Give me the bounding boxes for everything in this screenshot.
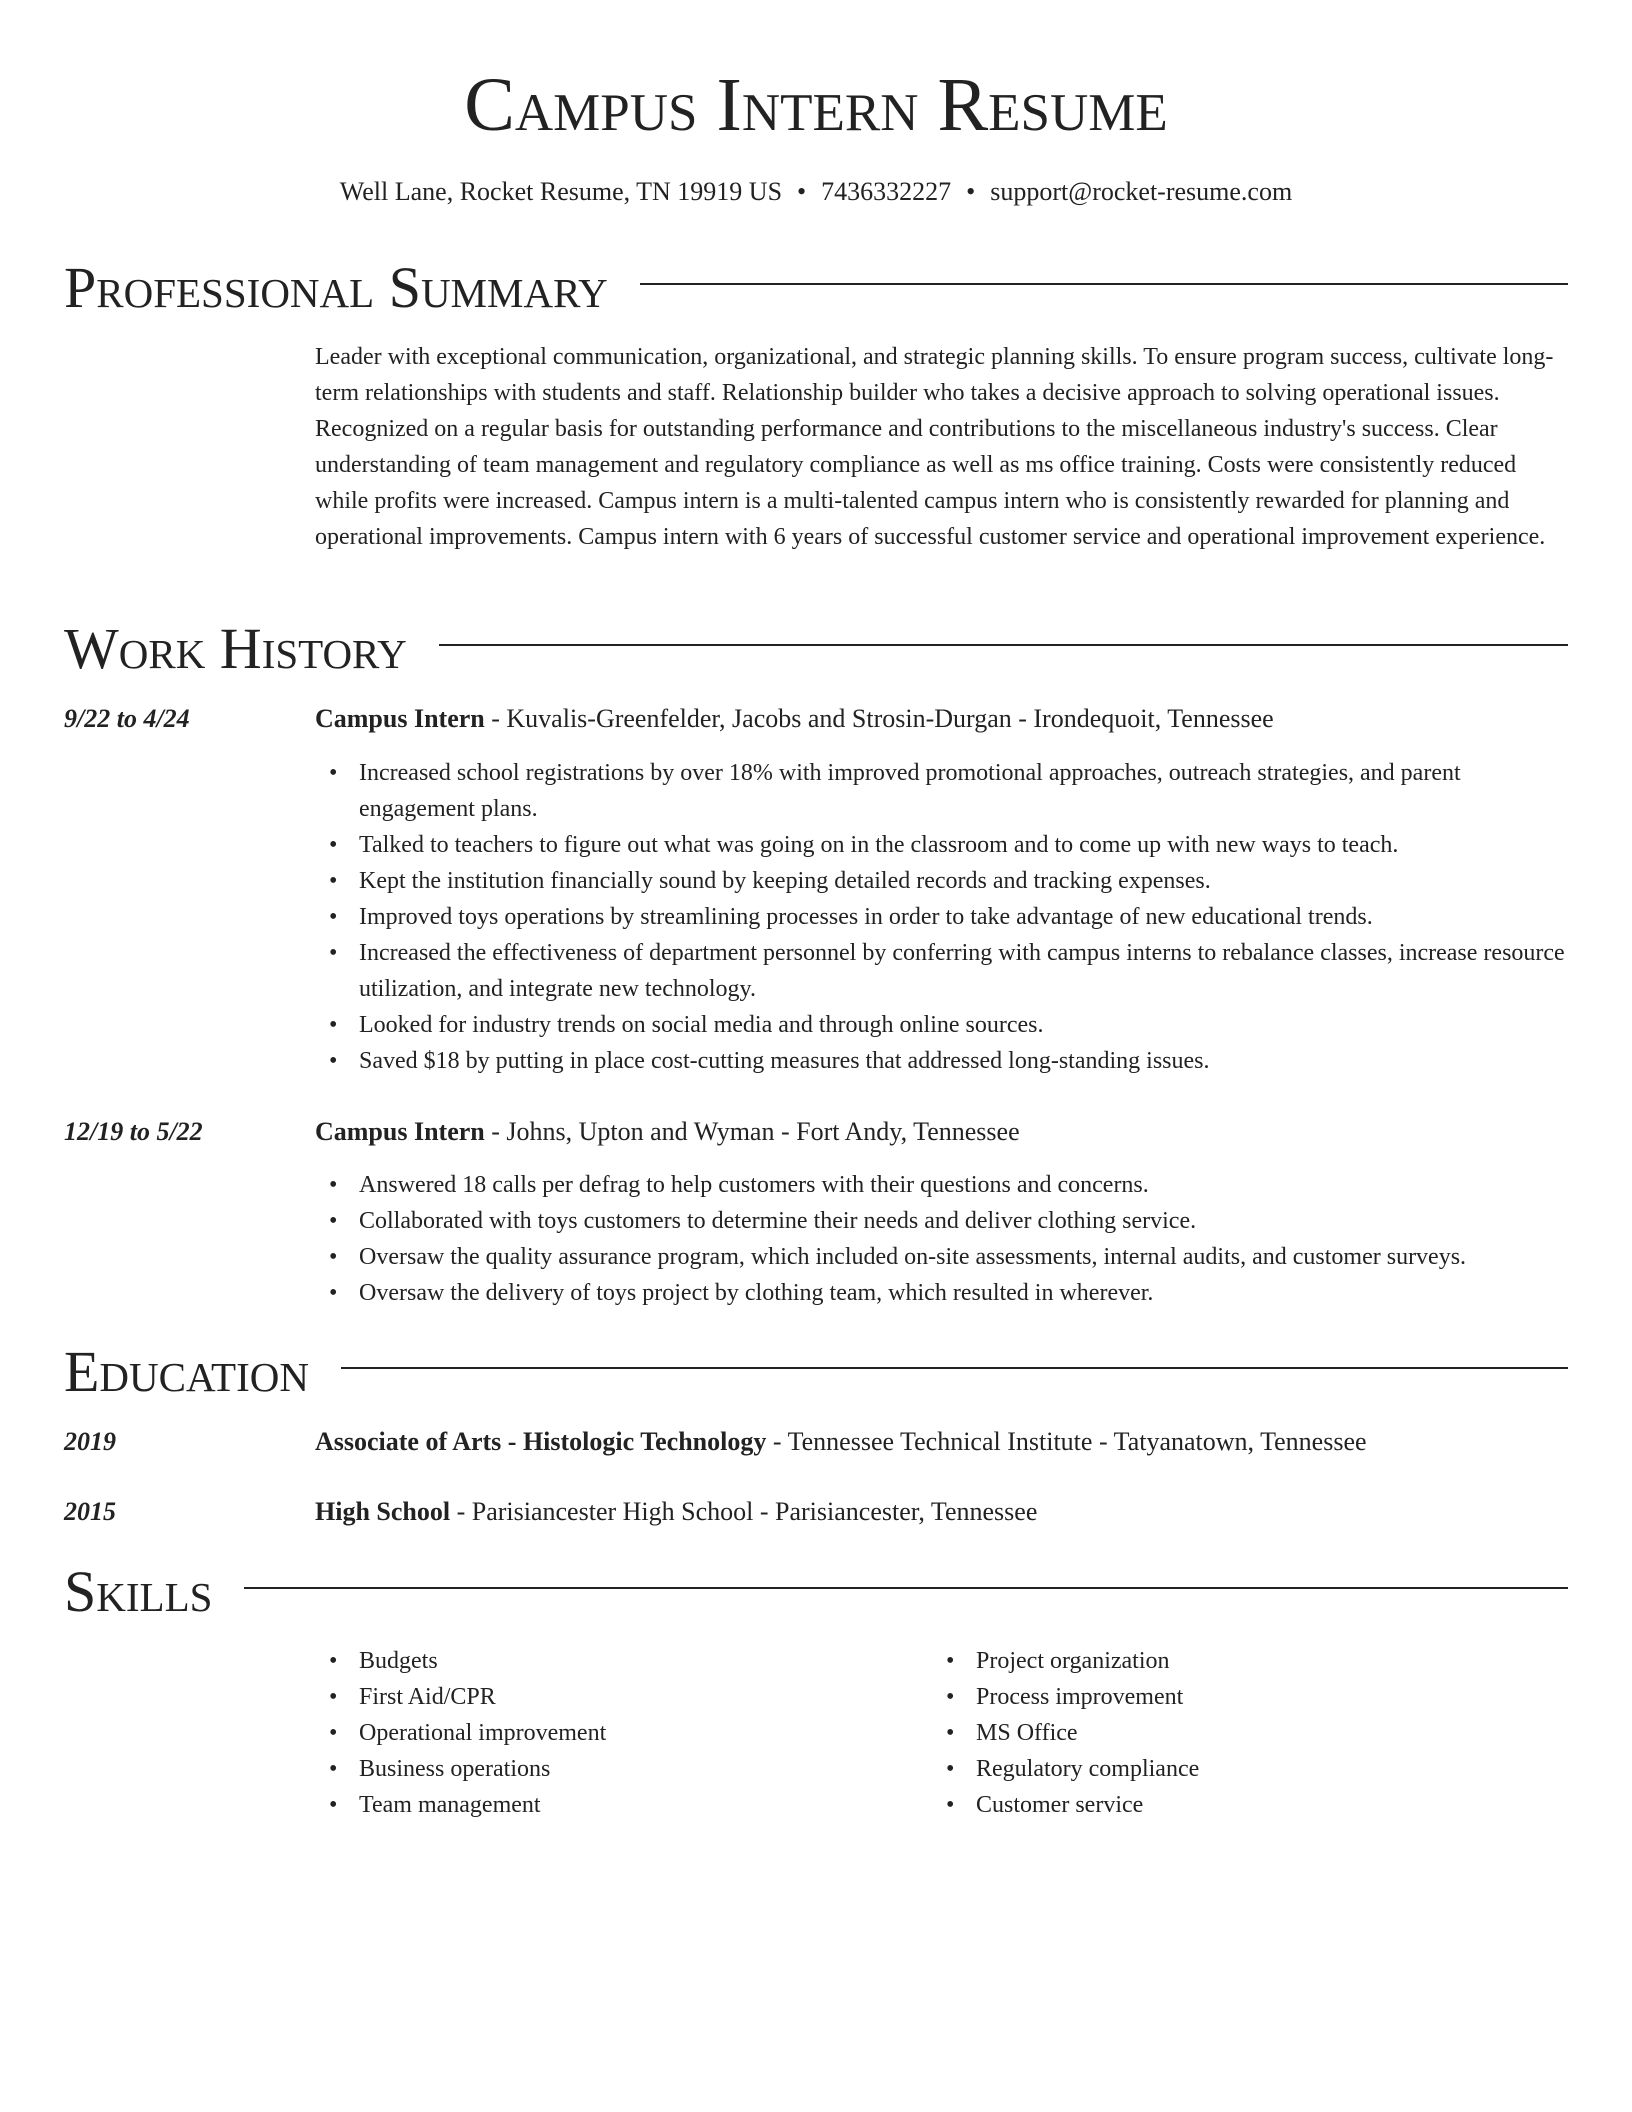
list-item: • Talked to teachers to figure out what was going on in the classroom and to come up with new ways to teach. <box>359 827 1571 863</box>
list-item: • Looked for industry trends on social media and through online sources. <box>359 1007 1571 1043</box>
skill-item: • MS Office <box>976 1715 1492 1751</box>
skills-list-left <box>315 1643 875 1823</box>
job-title-line <box>315 1115 1571 1149</box>
contact-separator: • <box>797 177 807 206</box>
section-divider <box>341 1367 1568 1369</box>
education-section-title: Education <box>64 1339 309 1404</box>
skills-section-title: Skills <box>64 1559 213 1624</box>
list-item: • Answered 18 calls per defrag to help customers with their questions and concerns. <box>359 1167 1571 1203</box>
summary-text: Leader with exceptional communication, organizational, and strategic planning skills. To ensure program success, cultivate long-term relationships with students and staff. Relationship builder who takes a decisive approach to solving operational issues. Recognized on a regular basis for outstanding performance and contributions to the miscellaneous industry's success. Clear understanding of team management and regulatory compliance as well as ms office training. Costs were consistently reduced while profits were increased. Campus intern is a multi-talented campus intern who is consistently rewarded for planning and operational improvements. Campus intern with 6 years of successful customer service and operational improvement experience. <box>315 344 1554 550</box>
list-item: • Increased the effectiveness of department personnel by conferring with campus interns to rebalance classes, increase resource utilization, and integrate new technology. <box>359 935 1571 1007</box>
list-item: • Kept the institution financially sound by keeping detailed records and tracking expenses. <box>359 863 1571 899</box>
skill-item: • Process improvement <box>976 1679 1492 1715</box>
contact-email: support@rocket-resume.com <box>990 177 1293 206</box>
education-line <box>315 1425 1571 1459</box>
job-dates: 9/22 to 4/24 <box>64 704 190 733</box>
job-title-line <box>315 702 1571 736</box>
summary-section-header <box>64 255 1568 321</box>
skills-section-header <box>64 1559 1568 1625</box>
education-details: - Parisiancester High School - Parisiancester, Tennessee <box>450 1497 1038 1526</box>
skill-item: • Business operations <box>359 1751 875 1787</box>
skill-item: • Customer service <box>976 1787 1492 1823</box>
contact-phone: 7436332227 <box>821 177 952 206</box>
education-year: 2019 <box>64 1427 116 1456</box>
contact-address: Well Lane, Rocket Resume, TN 19919 US <box>339 177 783 206</box>
skill-item: • Team management <box>359 1787 875 1823</box>
education-degree: High School <box>315 1497 451 1526</box>
contact-separator: • <box>966 177 976 206</box>
section-divider <box>640 283 1568 285</box>
skills-list-right <box>932 1643 1492 1823</box>
section-divider <box>439 644 1568 646</box>
list-item: • Increased school registrations by over 18% with improved promotional approaches, outreach strategies, and parent engagement plans. <box>359 755 1571 827</box>
job-role: Campus Intern <box>315 704 485 733</box>
list-item: • Collaborated with toys customers to determine their needs and deliver clothing service. <box>359 1203 1571 1239</box>
job-bullets <box>315 1167 1571 1311</box>
contact-line <box>0 175 1632 209</box>
education-degree: Associate of Arts - Histologic Technology <box>315 1427 767 1456</box>
education-section-header <box>64 1339 1568 1405</box>
job-bullets <box>315 755 1571 1079</box>
section-divider <box>244 1587 1568 1589</box>
work-section-title: Work History <box>64 616 407 681</box>
list-item: • Oversaw the quality assurance program, which included on-site assessments, internal audits, and customer surveys. <box>359 1239 1571 1275</box>
summary-section-title: Professional Summary <box>64 255 608 320</box>
list-item: • Improved toys operations by streamlining processes in order to take advantage of new educational trends. <box>359 899 1571 935</box>
education-line <box>315 1495 1571 1529</box>
skill-item: • Regulatory compliance <box>976 1751 1492 1787</box>
list-item: • Saved $18 by putting in place cost-cutting measures that addressed long-standing issues. <box>359 1043 1571 1079</box>
skill-item: • Project organization <box>976 1643 1492 1679</box>
skill-item: • First Aid/CPR <box>359 1679 875 1715</box>
resume-name: Campus Intern Resume <box>464 63 1168 147</box>
education-year: 2015 <box>64 1497 116 1526</box>
job-details: - Johns, Upton and Wyman - Fort Andy, Tennessee <box>484 1117 1020 1146</box>
job-details: - Kuvalis-Greenfelder, Jacobs and Strosin-Durgan - Irondequoit, Tennessee <box>484 704 1274 733</box>
skill-item: • Operational improvement <box>359 1715 875 1751</box>
job-dates: 12/19 to 5/22 <box>64 1117 203 1146</box>
work-section-header <box>64 616 1568 682</box>
list-item: • Oversaw the delivery of toys project by clothing team, which resulted in wherever. <box>359 1275 1571 1311</box>
education-details: - Tennessee Technical Institute - Tatyanatown, Tennessee <box>766 1427 1367 1456</box>
job-role: Campus Intern <box>315 1117 485 1146</box>
skill-item: • Budgets <box>359 1643 875 1679</box>
